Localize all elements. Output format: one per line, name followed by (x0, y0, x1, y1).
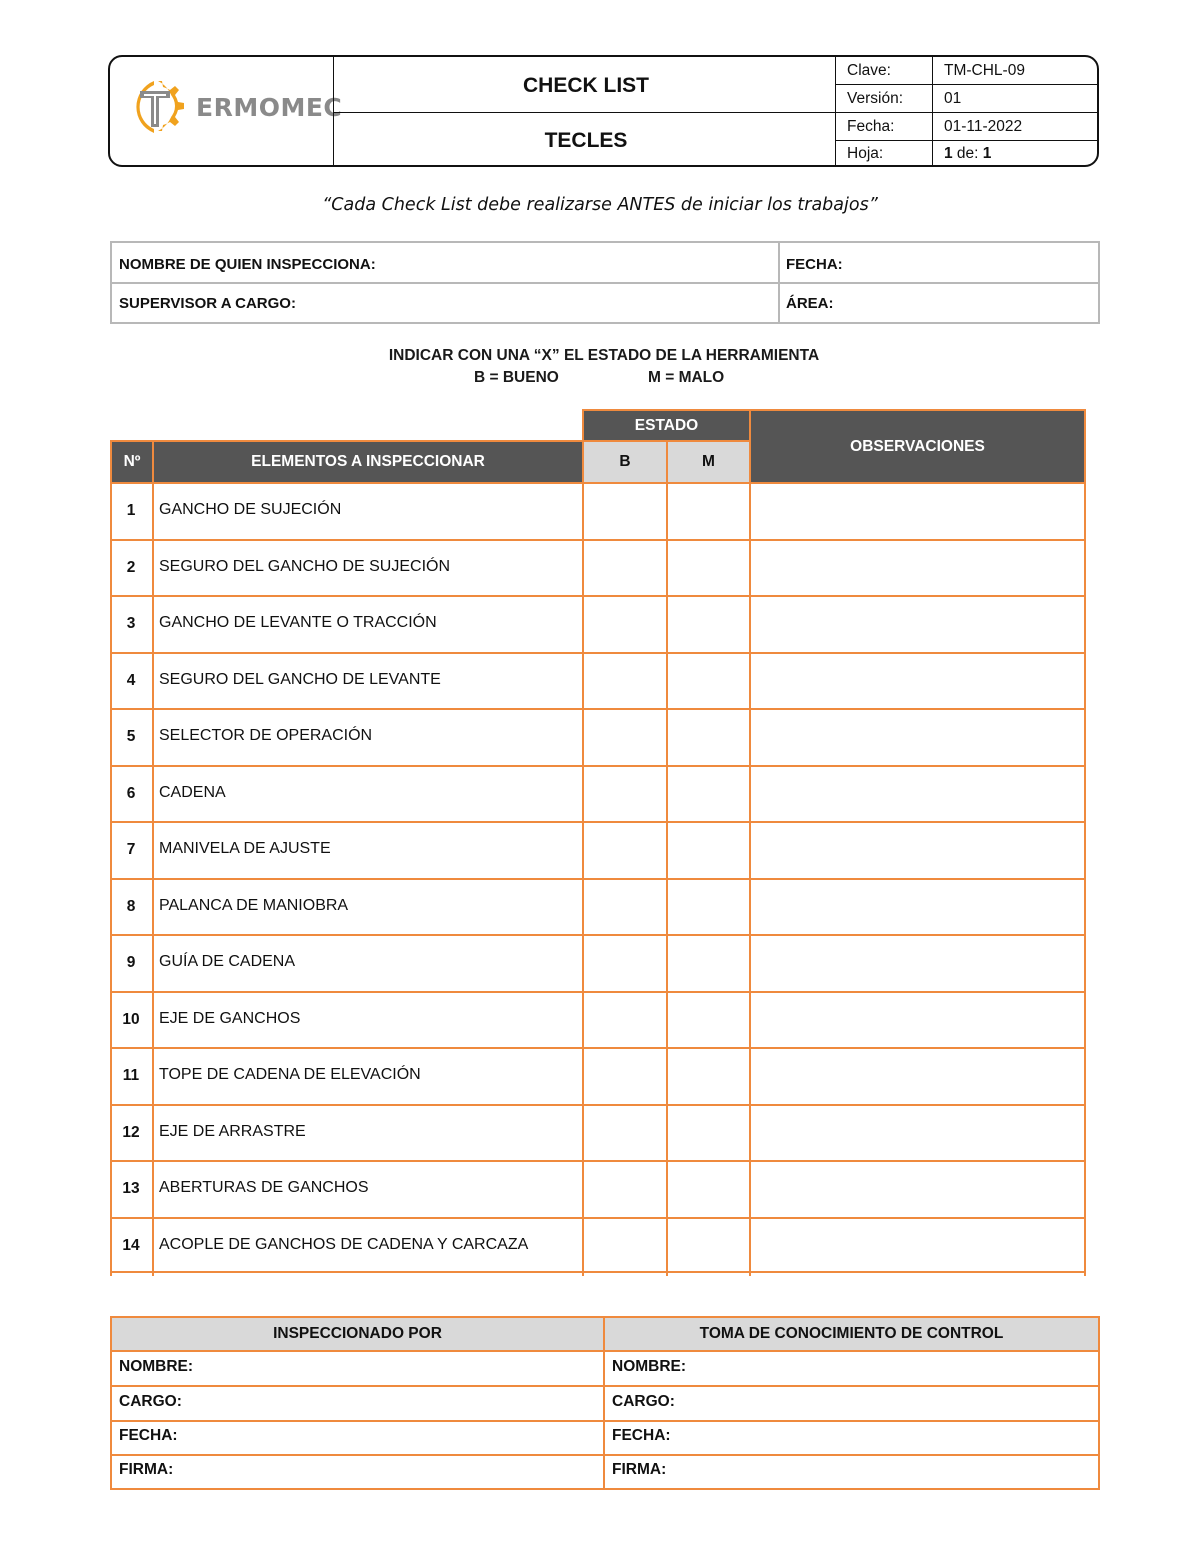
meta-label-version: Versión: (847, 90, 904, 107)
malo-check-cell[interactable] (668, 823, 749, 878)
right-cargo-field[interactable]: CARGO: (612, 1393, 675, 1410)
observation-cell[interactable] (751, 654, 1084, 709)
row-number: 11 (122, 1067, 140, 1084)
observation-cell[interactable] (751, 1219, 1084, 1274)
number-header: Nº (112, 442, 152, 482)
observation-cell[interactable] (751, 823, 1084, 878)
malo-check-cell[interactable] (668, 1049, 749, 1104)
malo-check-cell[interactable] (668, 767, 749, 822)
row-number: 13 (122, 1180, 140, 1197)
row-number: 4 (126, 671, 136, 689)
bueno-check-cell[interactable] (584, 597, 666, 652)
observation-cell[interactable] (751, 1162, 1084, 1217)
row-item: SEGURO DEL GANCHO DE SUJECIÓN (159, 557, 451, 575)
malo-check-cell[interactable] (668, 541, 749, 596)
bueno-check-cell[interactable] (584, 1162, 666, 1217)
gear-logo-icon (122, 75, 194, 147)
right-nombre-field[interactable]: NOMBRE: (612, 1358, 687, 1375)
row-item: MANIVELA DE AJUSTE (159, 840, 331, 857)
bueno-check-cell[interactable] (584, 541, 666, 596)
table-row (110, 708, 1086, 765)
observation-cell[interactable] (751, 1049, 1084, 1104)
legend-malo: M = MALO (648, 369, 725, 386)
bueno-header: B (584, 442, 666, 482)
table-row (110, 1160, 1086, 1217)
row-number: 2 (126, 558, 136, 576)
table-row (110, 878, 1086, 935)
malo-check-cell[interactable] (668, 993, 749, 1048)
row-number: 7 (126, 841, 136, 858)
instruction-quote: “Cada Check List debe realizarse ANTES de iniciar los trabajos” (322, 195, 878, 215)
malo-check-cell[interactable] (668, 1219, 749, 1274)
observation-cell[interactable] (751, 936, 1084, 991)
row-item: ABERTURAS DE GANCHOS (159, 1179, 369, 1196)
observation-cell[interactable] (751, 880, 1084, 935)
table-row (110, 934, 1086, 991)
table-row (110, 595, 1086, 652)
malo-check-cell[interactable] (668, 880, 749, 935)
inspector-name-field[interactable]: NOMBRE DE QUIEN INSPECCIONA: (119, 256, 376, 273)
row-number: 5 (126, 728, 136, 745)
row-item: ACOPLE DE GANCHOS DE CADENA Y CARCAZA (159, 1235, 529, 1253)
meta-label-hoja: Hoja: (847, 145, 884, 162)
malo-header: M (668, 442, 749, 482)
items-header: ELEMENTOS A INSPECCIONAR (154, 442, 582, 482)
table-row (110, 482, 1086, 539)
estado-header: ESTADO (584, 411, 749, 440)
document-title: CHECK LIST (523, 74, 649, 97)
table-row (110, 765, 1086, 822)
meta-value-hoja (944, 145, 991, 163)
row-number: 3 (126, 615, 136, 632)
bueno-check-cell[interactable] (584, 936, 666, 991)
document-header (108, 55, 1099, 167)
observation-cell[interactable] (751, 993, 1084, 1048)
row-number: 9 (126, 954, 136, 971)
hoja-separator: de: (952, 145, 983, 162)
row-item: GUÍA DE CADENA (159, 953, 296, 970)
instruction-heading: INDICAR CON UNA “X” EL ESTADO DE LA HERRAMIENTA (388, 347, 820, 364)
bueno-check-cell[interactable] (584, 767, 666, 822)
bueno-check-cell[interactable] (584, 710, 666, 765)
row-item: SELECTOR DE OPERACIÓN (159, 727, 373, 744)
malo-check-cell[interactable] (668, 654, 749, 709)
legend-bueno: B = BUENO (474, 369, 559, 386)
row-number: 12 (122, 1123, 140, 1141)
malo-check-cell[interactable] (668, 597, 749, 652)
observation-cell[interactable] (751, 484, 1084, 539)
table-row (110, 539, 1086, 596)
row-item: PALANCA DE MANIOBRA (159, 896, 349, 914)
malo-check-cell[interactable] (668, 484, 749, 539)
table-row (110, 991, 1086, 1048)
inspection-table (110, 409, 1086, 1276)
malo-check-cell[interactable] (668, 1162, 749, 1217)
bueno-check-cell[interactable] (584, 484, 666, 539)
bueno-check-cell[interactable] (584, 1219, 666, 1274)
observation-cell[interactable] (751, 597, 1084, 652)
row-item: EJE DE GANCHOS (159, 1009, 301, 1027)
meta-value-fecha: 01-11-2022 (944, 118, 1023, 135)
observaciones-header: OBSERVACIONES (751, 411, 1084, 482)
row-item: CADENA (159, 783, 226, 801)
table-row (110, 1217, 1086, 1274)
right-fecha-field[interactable]: FECHA: (612, 1427, 671, 1444)
table-row (110, 1047, 1086, 1104)
row-item: GANCHO DE SUJECIÓN (159, 501, 342, 518)
bueno-check-cell[interactable] (584, 823, 666, 878)
supervisor-field[interactable]: SUPERVISOR A CARGO: (119, 295, 296, 312)
hoja-total: 1 (982, 145, 992, 162)
observation-cell[interactable] (751, 541, 1084, 596)
table-row (110, 652, 1086, 709)
inspected-by-header: INSPECCIONADO POR (112, 1318, 603, 1350)
row-item: SEGURO DEL GANCHO DE LEVANTE (159, 670, 441, 688)
meta-value-clave: TM-CHL-09 (944, 62, 1025, 79)
bueno-check-cell[interactable] (584, 1049, 666, 1104)
row-number: 10 (122, 1010, 140, 1028)
row-number: 6 (126, 784, 136, 802)
malo-check-cell[interactable] (668, 936, 749, 991)
malo-check-cell[interactable] (668, 1106, 749, 1161)
row-item: GANCHO DE LEVANTE O TRACCIÓN (159, 614, 437, 631)
right-firma-field[interactable]: FIRMA: (612, 1461, 667, 1478)
bueno-check-cell[interactable] (584, 993, 666, 1048)
left-fecha-field[interactable]: FECHA: (119, 1427, 178, 1444)
row-number: 14 (122, 1236, 140, 1254)
row-number: 8 (126, 897, 136, 915)
area-field[interactable]: ÁREA: (786, 295, 834, 312)
table-row (110, 1104, 1086, 1161)
bueno-check-cell[interactable] (584, 880, 666, 935)
row-item: EJE DE ARRASTRE (159, 1122, 306, 1140)
observation-cell[interactable] (751, 1106, 1084, 1161)
bueno-check-cell[interactable] (584, 654, 666, 709)
malo-check-cell[interactable] (668, 710, 749, 765)
meta-value-version: 01 (944, 90, 962, 107)
left-firma-field[interactable]: FIRMA: (119, 1461, 174, 1478)
document-subtitle: TECLES (544, 129, 628, 152)
observation-cell[interactable] (751, 710, 1084, 765)
left-nombre-field[interactable]: NOMBRE: (119, 1358, 194, 1375)
acknowledgment-header: TOMA DE CONOCIMIENTO DE CONTROL (605, 1318, 1098, 1350)
meta-label-fecha: Fecha: (847, 118, 895, 135)
row-item: TOPE DE CADENA DE ELEVACIÓN (159, 1066, 421, 1083)
company-logo (118, 71, 343, 151)
date-field[interactable]: FECHA: (786, 256, 843, 273)
company-name: ERMOMEC (196, 93, 343, 122)
inspection-info-table (110, 241, 1100, 324)
bueno-check-cell[interactable] (584, 1106, 666, 1161)
observation-cell[interactable] (751, 767, 1084, 822)
row-number: 1 (126, 502, 136, 519)
signature-table (110, 1316, 1100, 1490)
hoja-current: 1 (944, 145, 953, 162)
meta-label-clave: Clave: (847, 62, 891, 79)
table-row (110, 821, 1086, 878)
left-cargo-field[interactable]: CARGO: (119, 1393, 182, 1410)
